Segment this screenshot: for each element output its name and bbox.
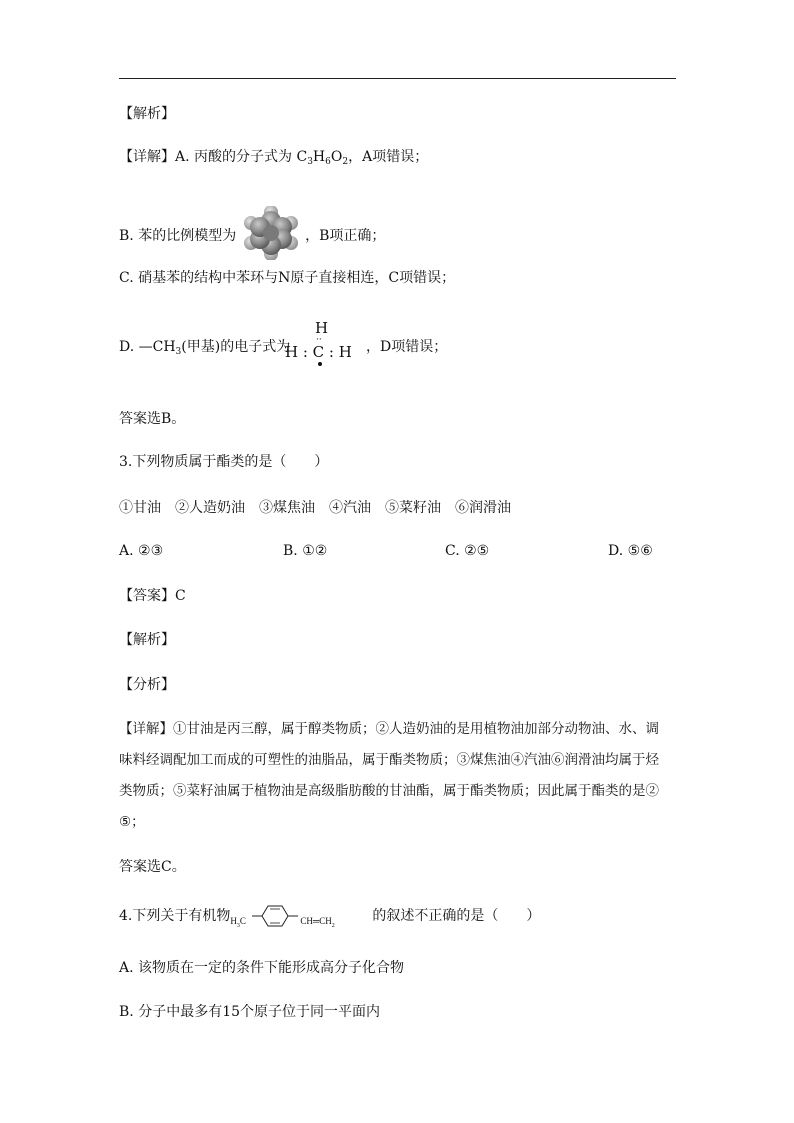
header-rule (119, 78, 676, 79)
d-sub: 3 (175, 347, 182, 357)
option-label: A. (119, 543, 134, 559)
q3-detail-line-1: 【详解】①甘油是丙三醇，属于醇类物质；②人造奶油的是用植物油加部分动物油、水、调 (119, 721, 659, 737)
a-text: A. 丙酸的分子式为 C (175, 149, 308, 165)
q3-fenxi-label: 【分析】 (119, 677, 175, 693)
benzene-model-svg (243, 206, 299, 260)
option-text: ①② (302, 543, 328, 559)
o-letter: O (330, 149, 343, 165)
q2-option-b-explanation (119, 206, 385, 266)
formula-row: H : C : H (285, 343, 352, 361)
q2-option-d-explanation (119, 337, 290, 357)
option-text: ②③ (138, 543, 164, 559)
q3-option-d (608, 541, 653, 561)
q2-answer: 答案选B。 (119, 411, 186, 427)
q2-option-a-explanation (119, 147, 428, 167)
q4-option-a: A. 该物质在一定的条件下能形成高分子化合物 (119, 960, 405, 976)
q3-detail-line-3: 类物质；⑤菜籽油属于植物油是高级脂肪酸的甘油酯，属于酯类物质；因此属于酯类的是② (119, 783, 659, 799)
q4-stem-tail: 的叙述不正确的是（ ） (372, 908, 541, 924)
sub-o: 2 (342, 157, 349, 167)
q3-option-a (119, 541, 163, 561)
q3-option-c (445, 541, 489, 561)
q3-detail-line-2: 味料经调配加工而成的可塑性的油脂品，属于酯类物质；③煤焦油④汽油⑥润滑油均属于烃 (119, 752, 659, 768)
struct-right-group (300, 911, 334, 931)
q2-option-c-explanation: C. 硝基苯的结构中苯环与N原子直接相连，C项错误； (119, 270, 456, 286)
methyl-electron-formula (283, 318, 363, 378)
option-label: D. (608, 543, 624, 559)
struct-h: H (230, 916, 237, 926)
detail-label: 【详解】 (119, 149, 175, 165)
q3-answer: 答案选C。 (119, 859, 186, 875)
formula-dot-bottom (318, 362, 322, 366)
q2-analysis-label: 【解析】 (119, 106, 175, 122)
d-text-2: (甲基)的电子式为 (181, 339, 291, 355)
q3-option-b (283, 541, 327, 561)
q3-items: ①甘油 ②人造奶油 ③煤焦油 ④汽油 ⑤菜籽油 ⑥润滑油 (119, 500, 511, 516)
struct-vinyl: CH═CH (300, 916, 332, 926)
methylstyrene-structure (230, 906, 372, 929)
option-label: C. (445, 543, 460, 559)
struct-sub2: 2 (331, 923, 335, 929)
a-tail: ，A项错误； (348, 149, 429, 165)
option-text: ②⑤ (464, 543, 490, 559)
q2-option-d-tail: ，D项错误； (366, 339, 448, 355)
q3-analysis-label: 【解析】 (119, 632, 175, 648)
h-letter: H (312, 149, 326, 165)
q3-stem: 3.下列物质属于酯类的是（ ） (119, 454, 329, 470)
q4-option-b: B. 分子中最多有15个原子位于同一平面内 (119, 1004, 381, 1020)
sub-c: 3 (307, 157, 313, 167)
q3-answer-line: 【答案】C (119, 588, 186, 604)
option-text: ⑤⑥ (627, 543, 653, 559)
struct-sub: 3 (236, 923, 240, 929)
q3-detail-line-4: ⑤； (119, 814, 145, 830)
q4-stem-text: 4.下列关于有机物 (119, 908, 231, 924)
benzene-space-filling-model-figure (243, 206, 299, 266)
formula-h-top: H (315, 319, 329, 337)
option-label: B. (283, 543, 298, 559)
d-text: D. —CH (119, 339, 176, 355)
formula-dots-top: ·· (316, 335, 322, 345)
b-text: B. 苯的比例模型为 (119, 228, 237, 244)
b-tail: ，B项正确； (305, 228, 386, 244)
sub-h: 6 (325, 157, 331, 167)
struct-c: C (239, 916, 246, 926)
q4-stem (119, 906, 541, 929)
